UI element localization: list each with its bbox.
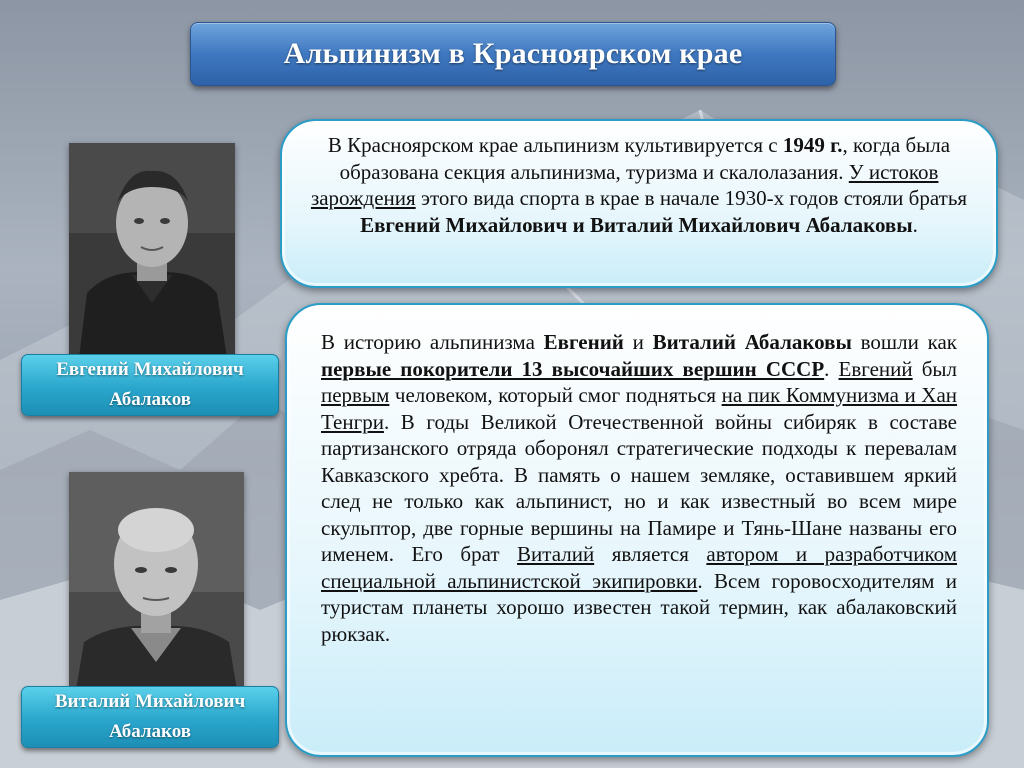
history-text-2: и xyxy=(623,330,653,354)
intro-text-panel xyxy=(280,119,998,288)
history-text-9: . Всем горовосходителям и туристам планеты хорошо известен такой термин, как абалаковский рюкзак. xyxy=(321,568,957,646)
intro-text-4: . xyxy=(912,212,918,237)
history-text-6: человеком, который смог подняться xyxy=(389,383,722,407)
history-underlined-2: первым xyxy=(321,383,390,407)
history-underlined-5: автором и разработчиком специальной альпинистской экипировки xyxy=(321,542,958,593)
slide-title: Альпинизм в Красноярском крае xyxy=(190,22,836,86)
history-text-7: . В годы Великой Отечественной войны сибиряк в составе партизанского отряда оборонял стратегические подходы к перевалам Кавказского хребта. В память о нашем земляке, оставившем яркий след не только как альпинист, но и как известный во всем мире скульптор, две горные вершины на Памире и Тянь-Шане названы его именем. Его брат xyxy=(321,409,957,566)
history-text-panel xyxy=(285,303,989,757)
intro-brothers: Евгений Михайлович и Виталий Михайлович Абалаковы xyxy=(360,212,913,237)
history-bold-underlined: первые покорители 13 высочайших вершин СССР xyxy=(321,356,825,381)
intro-text-3: этого вида спорта в крае в начале 1930-х годов стояли братья xyxy=(415,186,968,210)
portrait-vitaly-photo xyxy=(69,472,244,702)
history-text-8: является xyxy=(594,542,707,566)
portrait-evgeny-photo xyxy=(69,143,235,358)
intro-text-2: , когда была образована секция альпинизма, туризма и скалолазания. xyxy=(339,133,951,184)
intro-paragraph xyxy=(302,132,976,238)
history-text-3: вошли как xyxy=(851,330,957,354)
history-text-1: В историю альпинизма xyxy=(321,330,544,354)
history-bold-2: Виталий Абалаковы xyxy=(652,330,852,354)
history-text-4: . xyxy=(824,356,839,381)
name-label-vitaly xyxy=(21,686,279,748)
name-line-2: Абалаков xyxy=(108,389,192,410)
intro-underlined: У истоков зарождения xyxy=(310,159,939,210)
name-line-2: Абалаков xyxy=(108,721,192,742)
history-text-5: был xyxy=(912,356,957,381)
history-underlined-1: Евгений xyxy=(838,356,913,381)
history-underlined-3: на пик Коммунизма и Хан Тенгри xyxy=(321,383,958,434)
history-underlined-4: Виталий xyxy=(517,542,595,566)
history-bold-1: Евгений xyxy=(543,330,624,354)
name-line-1: Виталий Михайлович xyxy=(54,691,246,712)
name-line-1: Евгений Михайлович xyxy=(56,359,244,380)
history-paragraph xyxy=(321,329,957,647)
intro-year: 1949 г. xyxy=(782,133,843,157)
intro-text-1: В Красноярском крае альпинизм культивируется с xyxy=(327,133,783,157)
name-label-evgeny xyxy=(21,354,279,416)
